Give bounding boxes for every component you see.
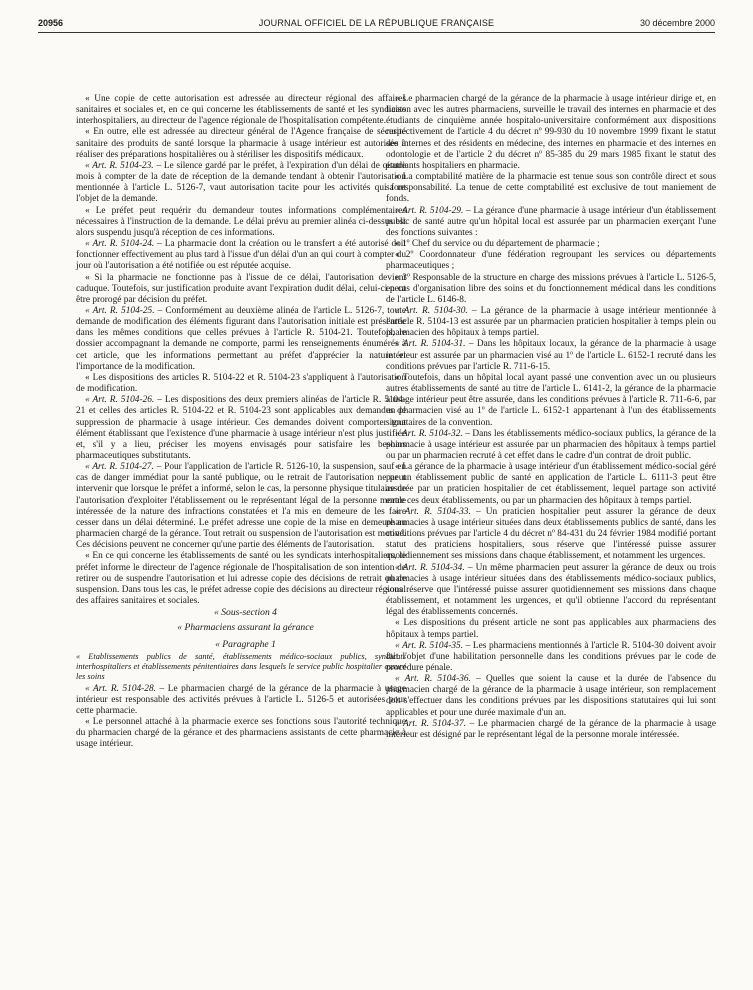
article-paragraph [386, 618, 716, 640]
left-column-paragraphs-after [76, 684, 406, 751]
paragraph-text: « 3º Responsable de la structure en charge des missions prévues à l'article L. 5126-5, en cas d'organisation libre des soins et du fonctionnement médical dans les conditions de l'article L. 6146-8. [386, 272, 716, 305]
article-paragraph [76, 94, 406, 127]
paragraph-title: « Etablissements publics de santé, établissements médico-sociaux publics, syndicats interhospitaliers et établissements pénitentiaires dans lesquels le service public hospitalier assure les soins [76, 651, 406, 681]
article-paragraph [386, 719, 716, 741]
paragraph-text: « Si la pharmacie ne fonctionne pas à l'issue de ce délai, l'autorisation devient caduque. Toutefois, sur justification produite avant l'expiration dudit délai, celui-ci peut être prorogé par décision du préfet. [76, 272, 406, 305]
journal-title: JOURNAL OFFICIEL DE LA RÉPUBLIQUE FRANÇAISE [258, 18, 495, 28]
article-paragraph [76, 306, 406, 373]
paragraph-text: « Les dispositions des articles R. 5104-22 et R. 5104-23 s'appliquent à l'autorisation de modification. [76, 372, 406, 395]
paragraph-text: « 1º Chef du service ou du département de pharmacie ; [395, 239, 600, 250]
article-paragraph [386, 462, 716, 507]
article-paragraph [386, 250, 716, 272]
article-paragraph [76, 551, 406, 607]
article-reference: « Art. R. 5104-36. [395, 674, 471, 685]
article-paragraph [76, 717, 406, 750]
article-paragraph [76, 206, 406, 239]
article-paragraph [76, 462, 406, 551]
article-reference: « Art. R. 5104-25. [85, 305, 155, 316]
paragraph-text: – Le silence gardé par le préfet, à l'expiration d'un délai de quatre mois à compter de la date de réception de la demande tendant à obtenir l'autorisation mentionnée à l'article L. 5126-7, vaut autorisation tacite pour les activités qui font l'objet de la demande. [76, 160, 406, 205]
paragraph-text: – Le pharmacien chargé de la gérance de la pharmacie à usage intérieur est désigné par le représentant légal de la personne morale intéressée. [386, 718, 716, 740]
right-column [386, 94, 716, 741]
article-paragraph [386, 641, 716, 674]
article-reference: « Art. R. 5104-30. [395, 305, 468, 316]
paragraph-text: – La pharmacie dont la création ou le transfert a été autorisé doit fonctionner effectivement au plus tard à l'issue d'un délai d'un an qui court à compter du jour où l'autorisation a été notifiée ou est réputée acquise. [76, 239, 406, 272]
paragraph-text: – La gérance de la pharmacie à usage intérieur mentionnée à l'article R. 5104-13 est assurée par un pharmacien praticien hospitalier à temps plein ou pharmacien des hôpitaux à temps partiel. [386, 305, 716, 339]
article-paragraph [386, 563, 716, 619]
article-reference: « Art. R. 5104-23. [85, 160, 154, 171]
article-reference: « Art. R. 5104-37. [395, 718, 466, 729]
paragraph-text: – Les pharmaciens mentionnés à l'article R. 5104-30 doivent avoir fait l'objet d'une habilitation personnelle dans les conditions prévues par le code de procédure pénale. [386, 640, 716, 673]
article-paragraph [386, 339, 716, 372]
article-reference: « Art. R. 5104-28. [85, 683, 156, 694]
article-reference: « Art. R. 5104-34. [395, 562, 465, 573]
article-paragraph [76, 373, 406, 395]
subsection-title: « Pharmaciens assurant la gérance [177, 622, 314, 634]
paragraph-text: – Un même pharmacien peut assurer la gérance de deux ou trois pharmacies à usage intérieur situées dans des établissements médico-sociaux publics, sous réserve que l'intéressé puisse assurer quotidiennement ses missions dans chaque établissement, et notamment les urgences, et qu'il obtienne l'accord du représentant légal des établissements concernés. [386, 562, 716, 618]
article-reference: « Art. R. 5104-31. [395, 339, 466, 350]
paragraph-text: « Les dispositions du présent article ne sont pas applicables aux pharmaciens des hôpitaux à temps partiel. [386, 618, 716, 640]
paragraph-text: – Le pharmacien chargé de la gérance de la pharmacie à usage intérieur est responsable des activités prévues à l'article L. 5126-5 et autorisées pour cette pharmacie. [76, 683, 406, 716]
paragraph-text: « Toutefois, dans un hôpital local ayant passé une convention avec un ou plusieurs autres établissements de santé au titre de l'article L. 6141-2, la gérance de la pharmacie à usage intérieur peut être assurée, dans les conditions prévues à l'article R. 711-6-6, par un pharmacien visé au 1º de l'article L. 6152-1 appartenant à l'un des établissements signataires de la convention. [386, 372, 716, 428]
article-reference: « Art. R. 5104-32. [395, 428, 463, 439]
paragraph-text: – La gérance d'une pharmacie à usage intérieur d'un établissement public de santé autre qu'un hôpital local est assurée par un pharmacien exerçant l'une des fonctions suivantes : [386, 205, 717, 238]
article-reference: « Art. R. 5104-35. [395, 640, 464, 651]
paragraph-text: – Pour l'application de l'article R. 5126-10, la suspension, sauf en cas de danger immédiat pour la santé publique, ou le retrait de l'autorisation ne peut intervenir que lorsque le préfet a informé, selon le cas, la personne physique titulaire de l'autorisation d'exploiter l'établissement ou le représentant légal de la personne morale intéressée de la nature des infractions constatées et l'a mis en demeure de les faire cesser dans un délai déterminé. Le préfet adresse une copie de la mise en demeure au pharmacien chargé de la gérance. Tout retrait ou suspension de l'autorisation est motivé. Ces décisions peuvent ne concerner qu'une partie des éléments de l'autorisation. [76, 462, 406, 551]
paragraph-text: « La gérance de la pharmacie à usage intérieur d'un établissement médico-social géré par un établissement public de santé en application de l'article L. 6111-3 peut être assurée par un praticien hospitalier de cet établissement, lequel partage son activité entre ces deux établissements, ou par un pharmacien des hôpitaux à temps partiel. [386, 462, 716, 506]
article-paragraph [386, 674, 716, 719]
article-paragraph [76, 684, 406, 717]
page-header [38, 16, 715, 32]
article-paragraph [76, 161, 406, 206]
paragraph-text: – Quelles que soient la cause et la durée de l'absence du pharmacien chargé de la gérance de la pharmacie à usage intérieur, son remplacement doit s'effectuer dans les conditions prévues par les dispositions statutaires qui lui sont applicables et pour une durée maximale d'un an. [386, 674, 716, 718]
header-rule [38, 32, 715, 33]
article-paragraph [386, 429, 716, 462]
article-reference: « Art. R. 5104-24. [85, 239, 155, 250]
paragraph-text: – Conformément au deuxième alinéa de l'article L. 5126-7, toute demande de modification des éléments figurant dans l'autorisation initiale est présentée dans les mêmes conditions que celles prévues à l'article R. 5104-21. Toutefois, le dossier accompagnant la demande ne comporte, parmi les renseignements énumérés à cet article, que les informations permettant au préfet d'apprécier la nature et l'importance de la modification. [76, 305, 406, 372]
article-paragraph [386, 239, 716, 250]
paragraph-text: « Le pharmacien chargé de la gérance de la pharmacie à usage intérieur dirige et, en liaison avec les autres pharmaciens, surveille le travail des internes en pharmacie et des étudiants de cinquième année hospitalo-universitaire conformément aux dispositions respectivement de l'article 4 du décret nº 99-930 du 10 novembre 1999 fixant le statut des internes et des résidents en médecine, des internes en pharmacie et des internes en odontologie et de l'article 2 du décret nº 85-385 du 29 mars 1985 fixant le statut des étudiants hospitaliers en pharmacie. [386, 94, 716, 171]
article-paragraph [76, 273, 406, 306]
article-reference: « Art. R. 5104-29. [395, 205, 464, 216]
paragraph-text: « Le préfet peut requérir du demandeur toutes informations complémentaires nécessaires à l'instruction de la demande. Le délai prévu au premier alinéa ci-dessus est alors suspendu jusqu'à réception de ces informations. [76, 205, 406, 238]
left-column-paragraphs [76, 94, 406, 607]
article-paragraph [386, 273, 716, 306]
article-paragraph [386, 507, 716, 563]
page-number: 20956 [38, 18, 64, 28]
article-paragraph [386, 172, 716, 205]
paragraph-text: « En outre, elle est adressée au directeur général de l'Agence française de sécurité sanitaire des produits de santé lorsque la pharmacie à usage intérieur est autorisée à réaliser des préparations hospitalières ou à stériliser les dispositifs médicaux. [76, 127, 406, 160]
article-paragraph [386, 206, 716, 239]
paragraph-heading: « Paragraphe 1 [215, 638, 276, 650]
article-reference: « Art. R. 5104-27. [85, 462, 154, 473]
article-paragraph [386, 373, 716, 429]
article-paragraph [386, 94, 716, 172]
article-reference: « Art. R. 5104-26. [85, 395, 155, 406]
article-paragraph [76, 127, 406, 160]
article-reference: « Art. R. 5104-33. [395, 506, 471, 517]
paragraph-text: – Dans les établissements médico-sociaux publics, la gérance de la pharmacie à usage intérieur est assurée par un pharmacien des hôpitaux à temps partiel ou par un pharmacien recruté à cet effet dans le cadre d'un contrat de droit public. [386, 428, 716, 461]
paragraph-text: – Un praticien hospitalier peut assurer la gérance de deux pharmacies à usage intérieur situées dans deux établissements publics de santé, dans les conditions prévues par l'article 4 du décret nº 84-431 du 24 février 1984 modifié portant statut des praticiens hospitaliers, sous réserve que l'intéressé puisse assurer quotidiennement ses missions dans chaque établissement, et notamment les urgences. [386, 506, 716, 562]
left-column [76, 94, 406, 751]
paragraph-text: « En ce qui concerne les établissements de santé ou les syndicats interhospitaliers, le préfet informe le directeur de l'agence régionale de l'hospitalisation de son intention de retirer ou de suspendre l'autorisation et lui adresse copie des décisions de retrait ou de suspension. Dans tous les cas, le préfet adresse copie des décisions au directeur régional des affaires sanitaires et sociales. [76, 551, 406, 607]
article-paragraph [76, 239, 406, 272]
paragraph-text: – Dans les hôpitaux locaux, la gérance de la pharmacie à usage intérieur est assurée par un pharmacien visé au 1º de l'article L. 6152-1 recruté dans les conditions prévues par l'article R. 711-6-15. [386, 339, 716, 372]
paragraph-text: « 2º Coordonnateur d'une fédération regroupant les services ou départements pharmaceutiques ; [386, 250, 716, 272]
subsection-heading: « Sous-section 4 [214, 607, 277, 619]
paragraph-text: « Le personnel attaché à la pharmacie exerce ses fonctions sous l'autorité technique du pharmacien chargé de la gérance et des pharmaciens assistants de cette pharmacie à usage intérieur. [76, 717, 406, 750]
right-column-paragraphs [386, 94, 716, 741]
article-paragraph [76, 395, 406, 462]
issue-date: 30 décembre 2000 [639, 18, 715, 28]
paragraph-text: – Les dispositions des deux premiers alinéas de l'article R. 5104-21 et celles des articles R. 5104-22 et R. 5104-23 sont applicables aux demandes de suppression de pharmacie à usage intérieur. Ces demandes doivent comporter tout élément établissant que l'existence d'une pharmacie à usage intérieur n'est plus justifiée et, s'il y a lieu, préciser les moyens envisagés pour satisfaire les besoins pharmaceutiques substitutants. [76, 395, 406, 461]
paragraph-text: « La comptabilité matière de la pharmacie est tenue sous son contrôle direct et sous sa responsabilité. La tenue de cette comptabilité est exclusive de tout maniement de fonds. [386, 172, 716, 205]
article-paragraph [386, 306, 716, 339]
paragraph-text: « Une copie de cette autorisation est adressée au directeur régional des affaires sanitaires et sociales et, en ce qui concerne les établissements de santé et les syndicats interhospitaliers, au directeur de l'agence régionale de l'hospitalisation compétente. [76, 94, 406, 127]
